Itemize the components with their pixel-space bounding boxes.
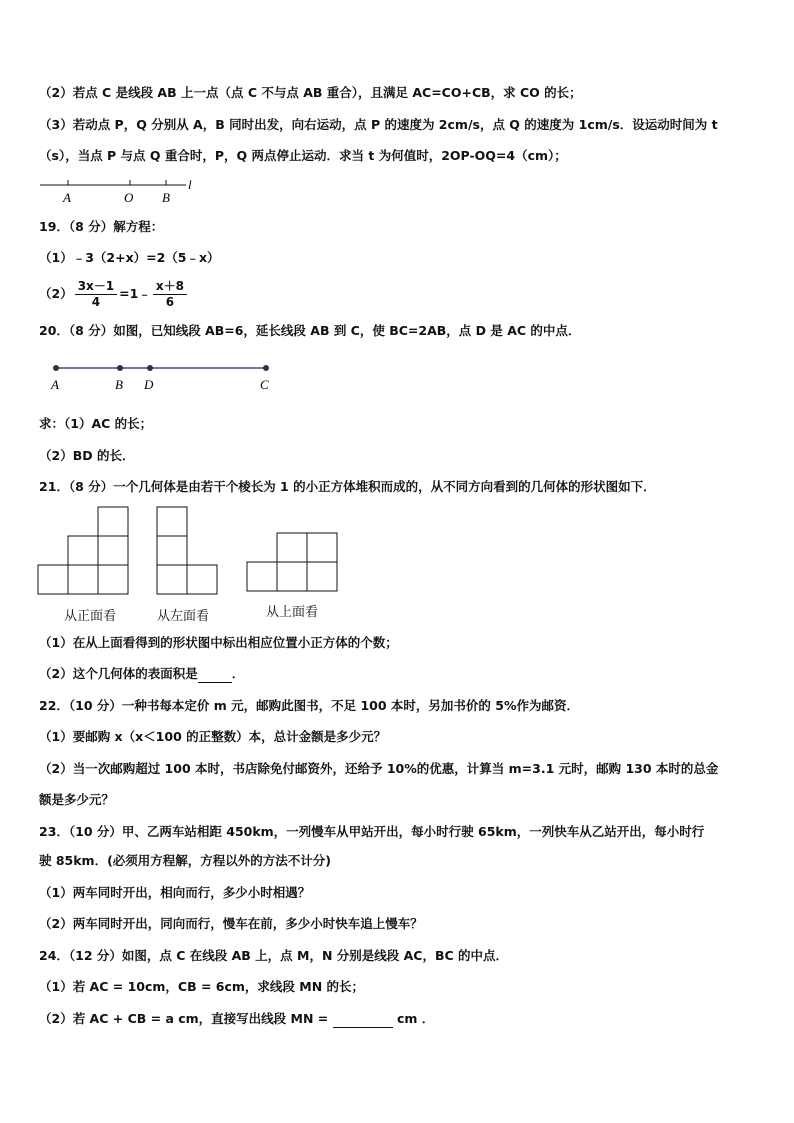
- front-view: [38, 507, 128, 594]
- q19-eq2: [39, 276, 189, 312]
- q24-ask2-prefix: （2）若 AC + CB = a cm，直接写出线段 MN =: [39, 1011, 329, 1026]
- q21-ask1: （1）在从上面看得到的形状图中标出相应位置小正方体的个数；: [39, 635, 398, 650]
- eq2-mid: =1﹣: [119, 286, 151, 301]
- q20-ask1: 求：（1）AC 的长；: [39, 416, 153, 431]
- q22-ask2-line2: 额是多少元？: [39, 792, 115, 807]
- point-a: [53, 365, 59, 371]
- point-c: [263, 365, 269, 371]
- label-c: C: [260, 377, 269, 392]
- label-d: D: [144, 377, 154, 392]
- fraction-2-num: x＋8: [153, 279, 187, 295]
- top-view-label: 从上面看: [266, 605, 319, 620]
- q21-title: 21．（8 分）一个几何体是由若干个棱长为 1 的小正方体堆积而成的，从不同方向看到的几何体的形状图如下．: [39, 479, 656, 494]
- label-b: B: [115, 377, 123, 392]
- q21-ask2: [39, 665, 244, 683]
- q18-part3-line2: （s），当点 P 与点 Q 重合时，P，Q 两点停止运动．求当 t 为何值时，2OP-OQ=4（cm）；: [39, 148, 567, 163]
- left-view: [157, 507, 217, 594]
- eq2-prefix: （2）: [39, 286, 73, 301]
- label-a: A: [51, 377, 59, 392]
- q23-title-line1: 23．（10 分）甲、乙两车站相距 450km，一列慢车从甲站开出，每小时行驶 65km，一列快车从乙站开出，每小时行: [39, 824, 705, 839]
- q18-part2: （2）若点 C 是线段 AB 上一点（点 C 不与点 AB 重合），且满足 AC=CO+CB，求 CO 的长；: [39, 85, 582, 100]
- q20-title: 20．（8 分）如图，已知线段 AB=6，延长线段 AB 到 C，使 BC=2AB，点 D 是 AC 的中点．: [39, 323, 581, 338]
- q24-ask2: [39, 1010, 434, 1028]
- label-a: A: [63, 190, 71, 205]
- fraction-1-num: 3x－1: [75, 279, 117, 295]
- label-o: O: [124, 190, 134, 205]
- q24-title: 24．（12 分）如图，点 C 在线段 AB 上，点 M，N 分别是线段 AC，BC 的中点．: [39, 948, 509, 963]
- q22-ask1: （1）要邮购 x（x＜100 的正整数）本，总计金额是多少元？: [39, 729, 387, 744]
- label-l: l: [188, 177, 192, 192]
- q19-eq1: （1）﹣3（2+x）=2（5﹣x）: [39, 250, 220, 265]
- q22-ask2-line1: （2）当一次邮购超过 100 本时，书店除免付邮资外，还给予 10%的优惠，计算当 m=3.1 元时，邮购 130 本时的总金: [39, 761, 719, 776]
- answer-blank: [333, 1014, 393, 1028]
- q22-title: 22．（10 分）一种书每本定价 m 元，邮购此图书，不足 100 本时，另加书价的 5%作为邮资．: [39, 698, 579, 713]
- q23-title-line2: 驶 85km．(必须用方程解，方程以外的方法不计分): [39, 853, 332, 868]
- q19-title: 19．（8 分）解方程：: [39, 219, 164, 234]
- q20-segment-diagram: [46, 358, 281, 394]
- point-d: [147, 365, 153, 371]
- q24-ask2-suffix: cm ．: [396, 1011, 435, 1026]
- fraction-2-den: 6: [165, 295, 175, 309]
- answer-blank: [198, 669, 232, 683]
- q18-number-line: [38, 172, 208, 206]
- q24-ask1: （1）若 AC = 10cm，CB = 6cm，求线段 MN 的长；: [39, 979, 365, 994]
- label-b: B: [162, 190, 170, 205]
- q21-ask2-suffix: ．: [231, 666, 245, 681]
- left-view-label: 从左面看: [157, 609, 210, 624]
- q23-ask2: （2）两车同时开出，同向而行，慢车在前，多少小时快车追上慢车？: [39, 916, 423, 931]
- q18-part3-line1: （3）若动点 P，Q 分别从 A，B 同时出发，向右运动，点 P 的速度为 2cm/s，点 Q 的速度为 1cm/s．设运动时间为 t: [39, 117, 718, 132]
- q20-ask2: （2）BD 的长．: [39, 448, 135, 463]
- front-view-label: 从正面看: [64, 609, 117, 624]
- top-view: [247, 533, 337, 591]
- q23-ask1: （1）两车同时开出，相向而行，多少小时相遇？: [39, 885, 311, 900]
- fraction-1: [75, 279, 117, 310]
- fraction-1-den: 4: [91, 295, 101, 309]
- point-b: [117, 365, 123, 371]
- q21-ask2-prefix: （2）这个几何体的表面积是: [39, 666, 198, 681]
- fraction-2: [153, 279, 187, 310]
